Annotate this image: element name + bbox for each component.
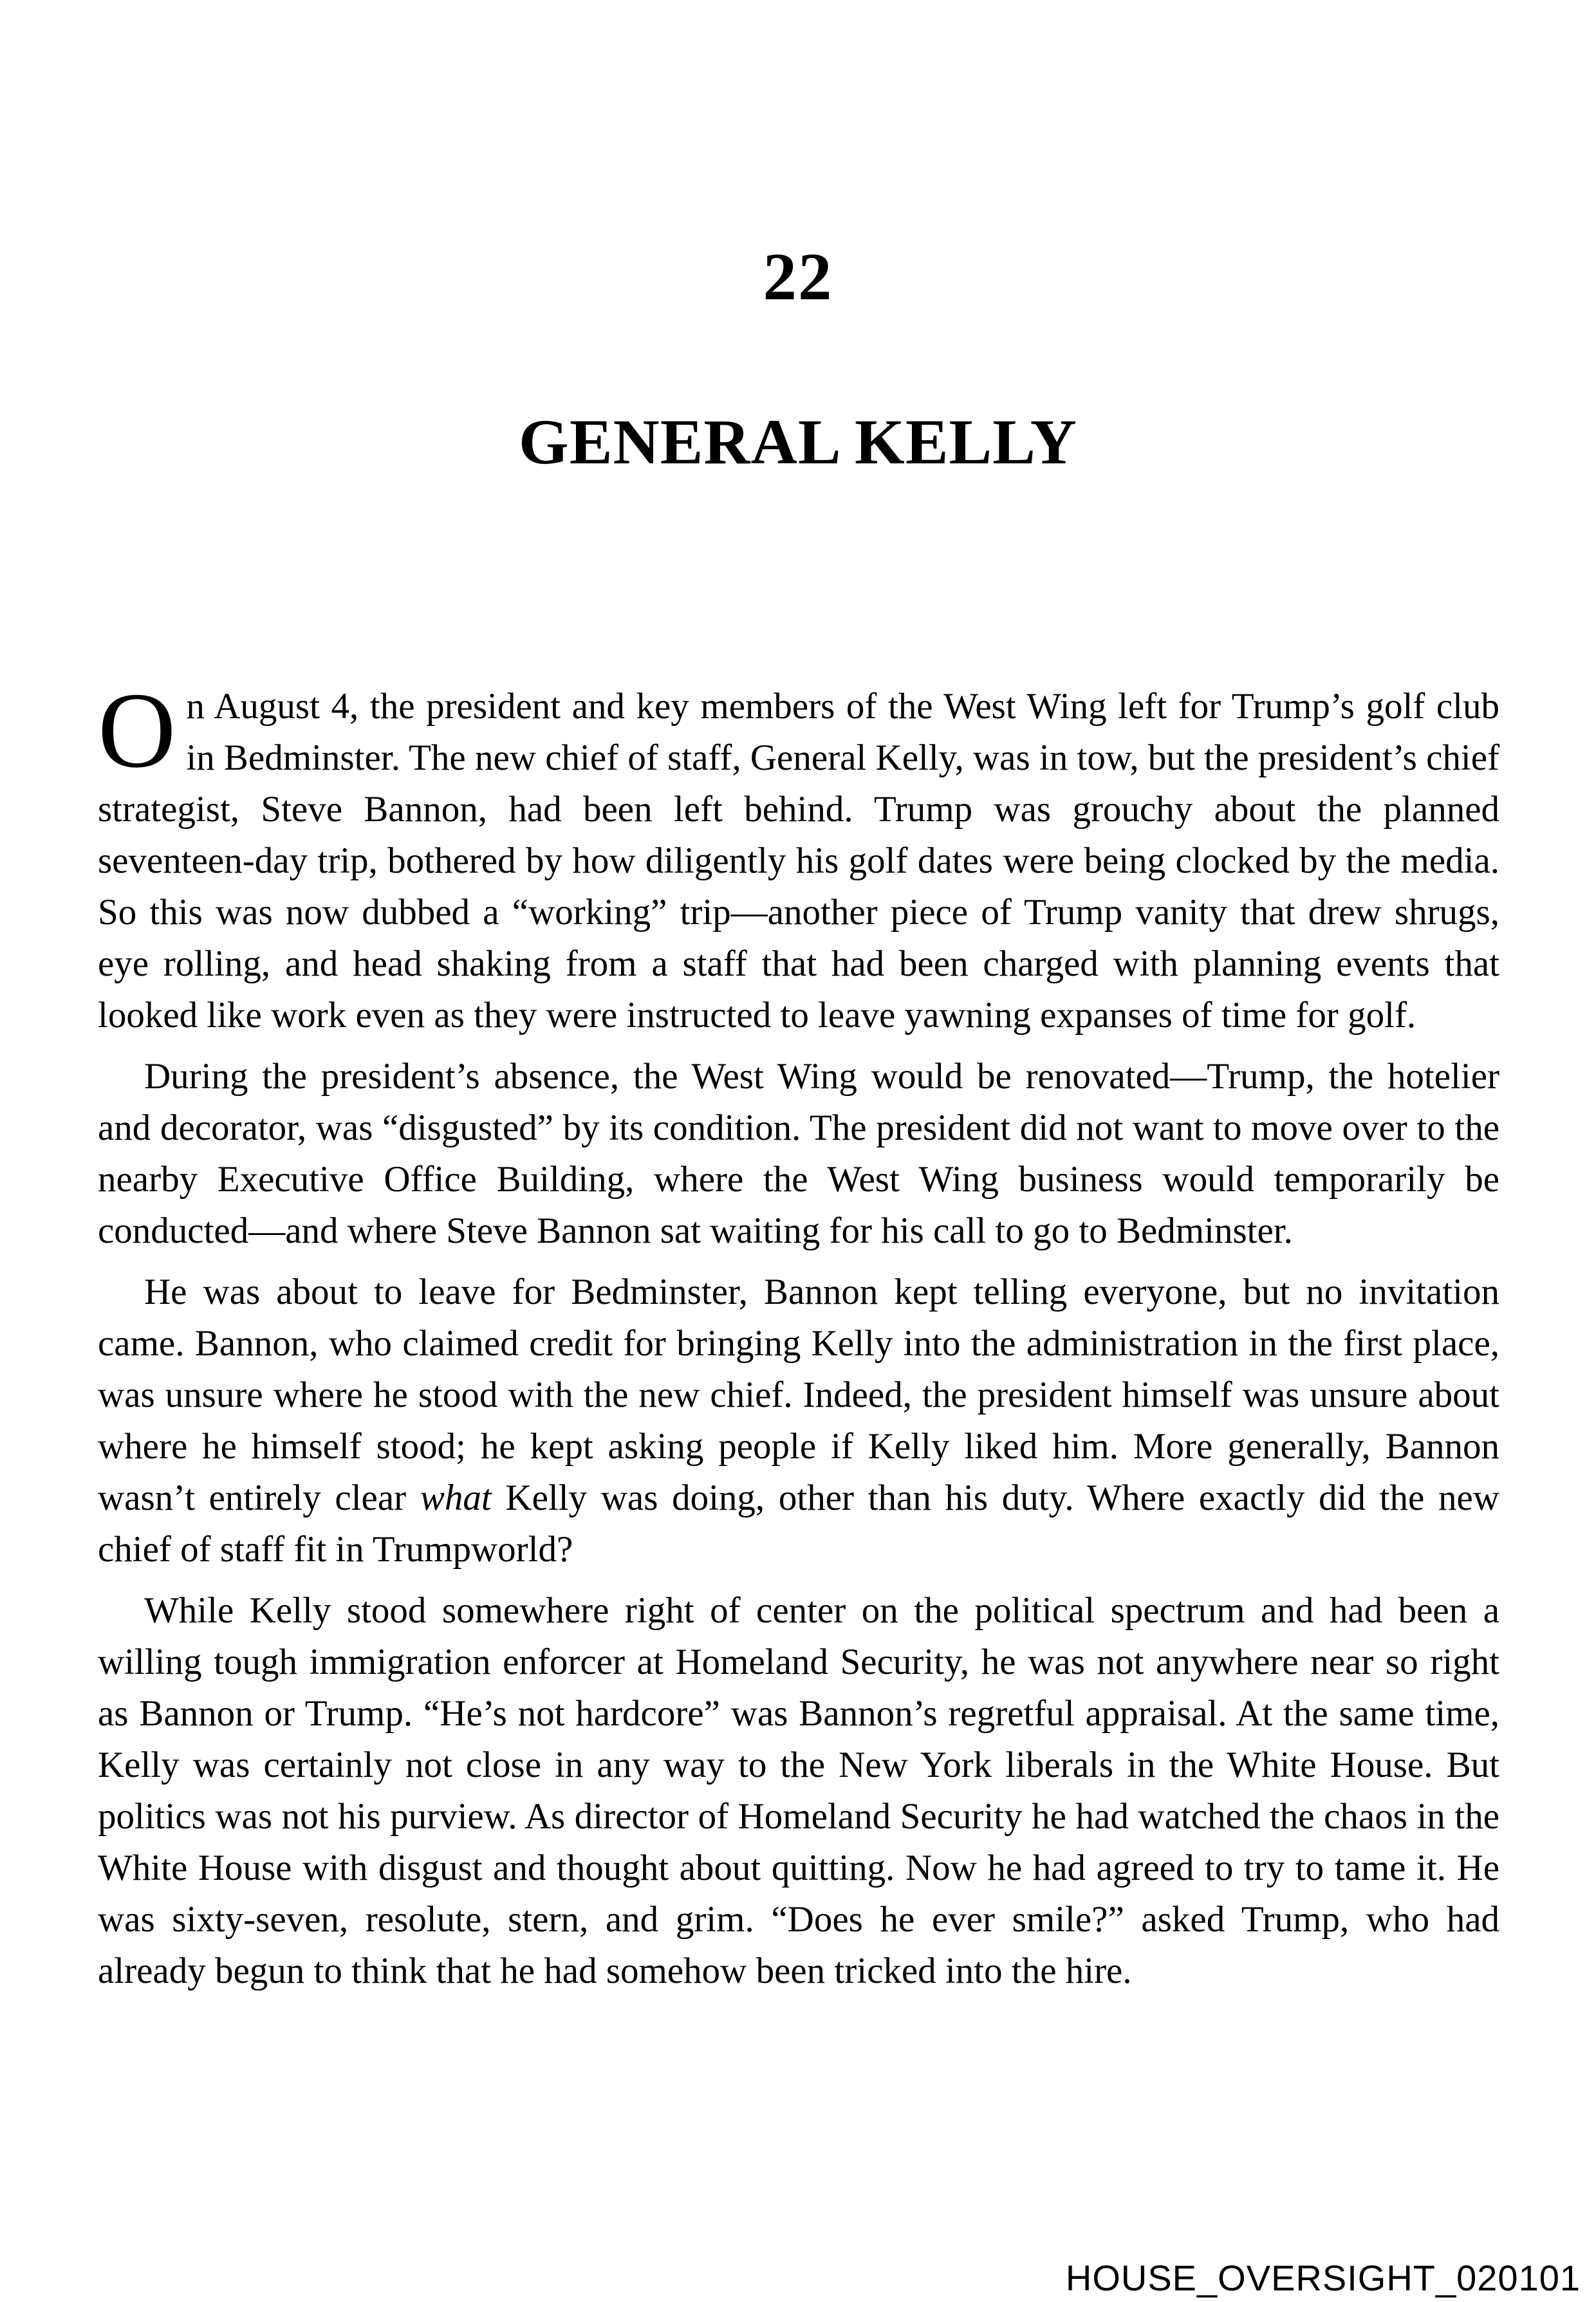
drop-cap-letter: O bbox=[98, 671, 176, 790]
text-segment: During the president’s absence, the West Wing would be renovated—Trump, the hotelier and decorator, was “disgusted” by its condition. The president did not want to move over to the nearby Executive Office Building, where the West Wing business would temporarily be conducted—and where Steve Bannon sat waiting for his call to go to Bedminster. bbox=[98, 1056, 1499, 1251]
body-text bbox=[98, 671, 1499, 2007]
chapter-title: GENERAL KELLY bbox=[519, 406, 1077, 478]
text-segment: n August 4, the president and key members of the West Wing left for Trump’s golf club in Bedminster. The new chief of staff, General Kelly, was in tow, but the president’s chief strategist, Steve Bannon, had been left behind. Trump was grouchy about the planned seventeen-day trip, bothered by how diligently his golf dates were being clocked by the media. So this was now dubbed a “working” trip—another piece of Trump vanity that drew shrugs, eye rolling, and head shaking from a staff that had been charged with planning events that looked like work even as they were instructed to leave yawning expanses of time for golf. bbox=[98, 686, 1499, 1035]
paragraph-1 bbox=[98, 671, 1499, 1041]
paragraph-3 bbox=[98, 1267, 1499, 1575]
paragraph-4 bbox=[98, 1585, 1499, 1997]
text-segment: While Kelly stood somewhere right of center on the political spectrum and had been a willing tough immigration enforcer at Homeland Security, he was not anywhere near so right as Bannon or Trump. “He’s not hardcore” was Bannon’s regretful appraisal. At the same time, Kelly was certainly not close in any way to the New York liberals in the White House. But politics was not his purview. As director of Homeland Security he had watched the chaos in the White House with disgust and thought about quitting. Now he had agreed to try to tame it. He was sixty-seven, resolute, stern, and grim. “Does he ever smile?” asked Trump, who had already begun to think that he had somehow been tricked into the hire. bbox=[98, 1590, 1499, 1991]
paragraph-2 bbox=[98, 1051, 1499, 1257]
chapter-number: 22 bbox=[763, 239, 833, 314]
text-segment: He was about to leave for Bedminster, Bannon kept telling everyone, but no invitation came. Bannon, who claimed credit for bringing Kelly into the administration in the first place, was unsure where he stood with the new chief. Indeed, the president himself was unsure about where he himself stood; he kept asking people if Kelly liked him. More generally, Bannon wasn’t entirely clear bbox=[98, 1272, 1499, 1518]
bates-stamp: HOUSE_OVERSIGHT_020101 bbox=[1065, 2258, 1581, 2299]
text-segment: Kelly was doing, other than his duty. Where exactly did the new chief of staff fit in Trumpworld? bbox=[98, 1478, 1499, 1570]
italic-text-segment: what bbox=[420, 1478, 492, 1518]
